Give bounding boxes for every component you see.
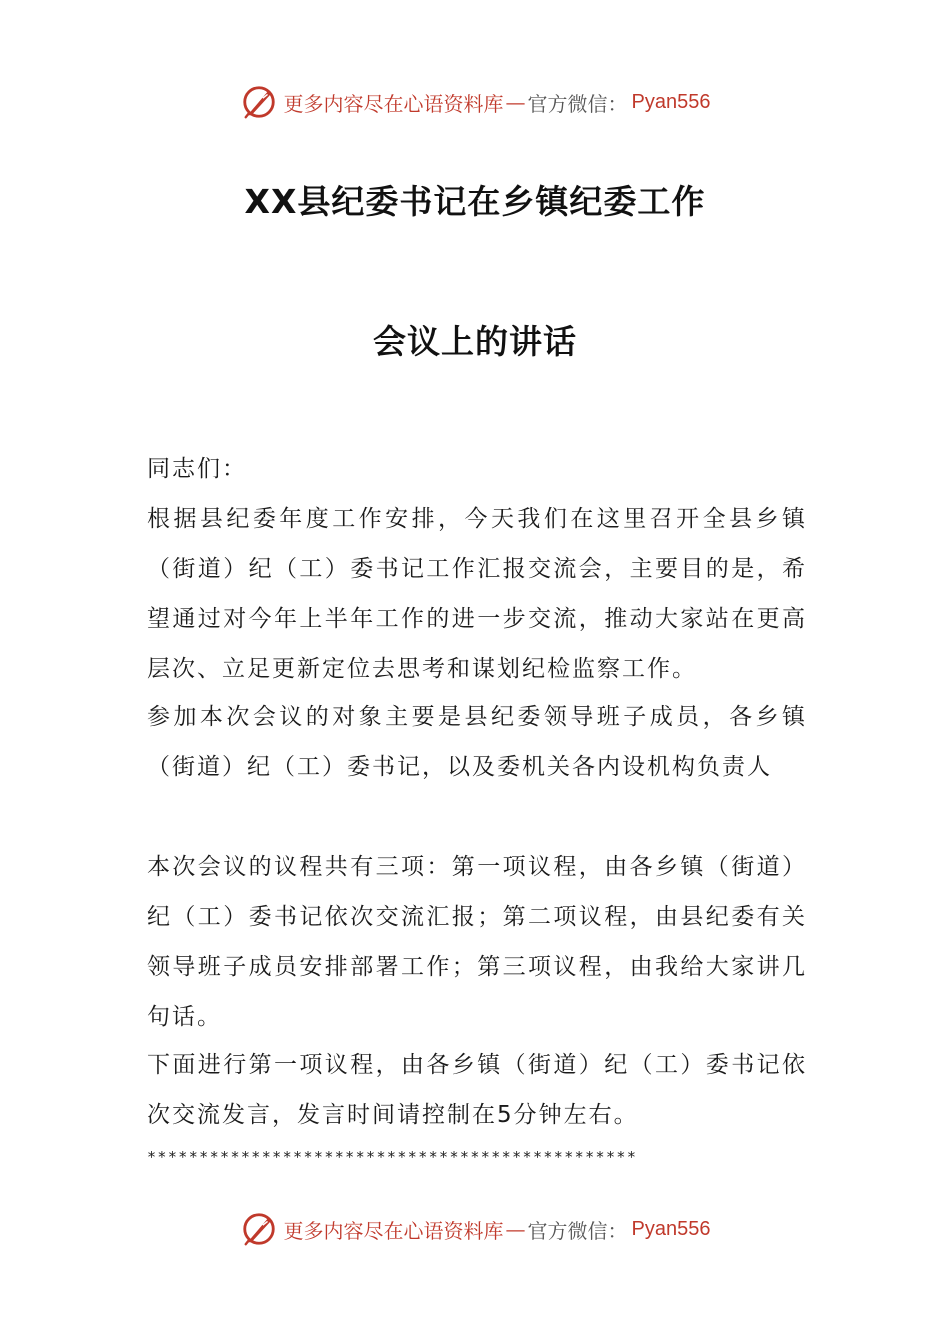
- banner-separator: —: [505, 1217, 526, 1241]
- paragraph-purpose: 根据县纪委年度工作安排，今天我们在这里召开全县乡镇（街道）纪（工）委书记工作汇报交流会，主要目的是，希望通过对今年上半年工作的进一步交流，推动大家站在更高层次、立足更新定位去思考和谋划纪检监察工作。: [147, 506, 807, 682]
- banner-official-label: 官方微信：: [527, 1218, 628, 1243]
- paragraph-agenda: 本次会议的议程共有三项：第一项议程，由各乡镇（街道）纪（工）委书记依次交流汇报；第二项议程，由县纪委有关领导班子成员安排部署工作；第三项议程，由我给大家讲几句话。: [147, 854, 807, 1030]
- quill-pen-circle-icon: [240, 83, 278, 121]
- quill-pen-circle-icon: [240, 1210, 278, 1248]
- footer-banner: [0, 1207, 950, 1251]
- document-title-line1: XX县纪委书记在乡镇纪委工作: [244, 182, 706, 221]
- paragraph-first-item: 下面进行第一项议程，由各乡镇（街道）纪（工）委书记依次交流发言，发言时间请控制在5分钟左右。: [147, 1052, 807, 1128]
- paragraph-attendees: 参加本次会议的对象主要是县纪委领导班子成员，各乡镇（街道）纪（工）委书记，以及委机关各内设机构负责人: [147, 704, 807, 780]
- greeting: 同志们：: [147, 456, 247, 482]
- asterisk-separator: ***********************************************: [147, 1148, 638, 1166]
- document-title-line2: 会议上的讲话: [373, 322, 577, 361]
- banner-slogan: 更多内容尽在心语资料库: [283, 1218, 504, 1243]
- banner-official-label: 官方微信：: [527, 91, 628, 116]
- banner-separator: —: [505, 90, 526, 114]
- banner-slogan: 更多内容尽在心语资料库: [283, 91, 504, 116]
- header-banner: [0, 80, 950, 124]
- banner-wechat-id: Pyan556: [631, 1217, 711, 1240]
- banner-wechat-id: Pyan556: [631, 90, 711, 113]
